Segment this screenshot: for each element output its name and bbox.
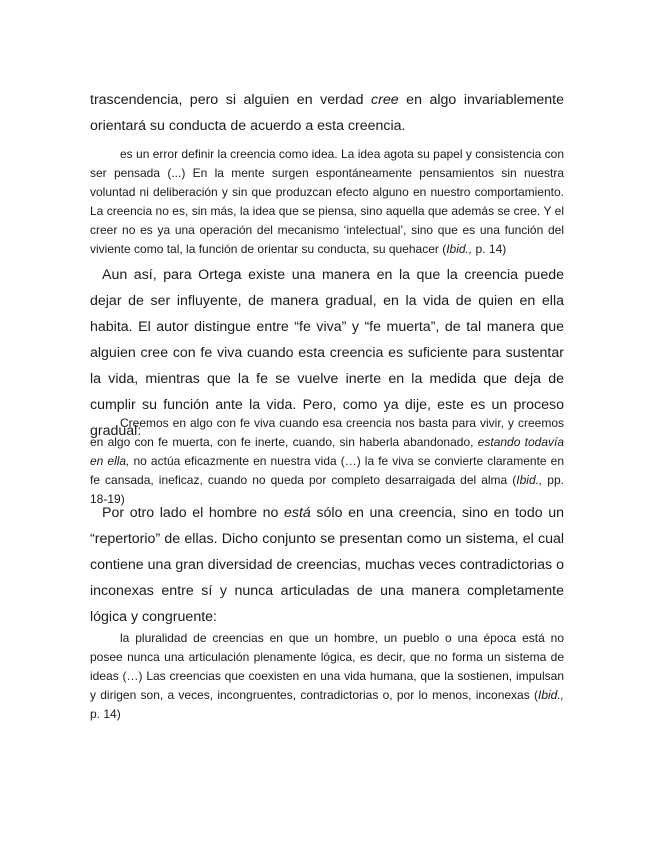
citation-ibid: Ibid., [516, 473, 543, 487]
emphasis-estando: estando todavía en ella, [90, 435, 565, 468]
citation-ibid: Ibid., [446, 242, 473, 256]
block-quote-3: la pluralidad de creencias en que un hombre, un pueblo o una época está no posee nunca una articulación plenamente lógica, es decir, que no forma un sistema de ideas (…) Las creencias que coexisten en una vida humana, que la sostienen, impulsan y dirigen son, a veces, incongruentes, contradictorias o, por lo menos, inconexas (Ibid., p. 14) [90, 631, 564, 721]
paragraph-1: trascendencia, pero si alguien en verdad cree en algo invariablemente orientará su conducta de acuerdo a esta creencia. [90, 92, 564, 134]
paragraph-3: Por otro lado el hombre no está sólo en una creencia, sino en todo un “repertorio” de ellas. Dicho conjunto se presentan como un sistema, el cual contiene una gran diversidad de creencias, muchas veces contradictorias o inconexas entre sí y nunca articuladas de una manera completamente lógica y congruente: [90, 505, 564, 625]
citation-ibid: Ibid., [537, 688, 564, 702]
emphasis-esta: está [283, 505, 311, 521]
emphasis-cree: cree [371, 92, 399, 108]
block-quote-1: es un error definir la creencia como idea. La idea agota su papel y consistencia con ser pensada (...) En la mente surgen espontáneamente pensamientos sin nuestra voluntad ni deliberación y sin que produzcan efecto alguno en nuestro comportamiento. La creencia no es, sin más, la idea que se piensa, sino aquella que además se cree. Y el creer no es ya una operación del mecanismo ‘intelectual’, sino que es una función del viviente como tal, la función de orientar su conducta, su quehacer (Ibid., p. 14) [90, 147, 564, 256]
block-quote-2: Creemos en algo con fe viva cuando esa creencia nos basta para vivir, y creemos en algo con fe muerta, con fe inerte, cuando, sin haberla abandonado, estando todavía en ella, no actúa eficazmente en nuestra vida (…) la fe viva se convierte claramente en fe cansada, ineficaz, cuando no queda por completo desarraigada del alma (Ibid., pp. 18-19) [90, 416, 565, 506]
paragraph-2: Aun así, para Ortega existe una manera en la que la creencia puede dejar de ser influyente, de manera gradual, en la vida de quien en ella habita. El autor distingue entre “fe viva” y “fe muerta”, de tal manera que alguien cree con fe viva cuando esta creencia es suficiente para sustentar la vida, mientras que la fe se vuelve inerte en la medida que deja de cumplir su función ante la vida. Pero, como ya dije, este es un proceso gradual: [90, 267, 564, 439]
